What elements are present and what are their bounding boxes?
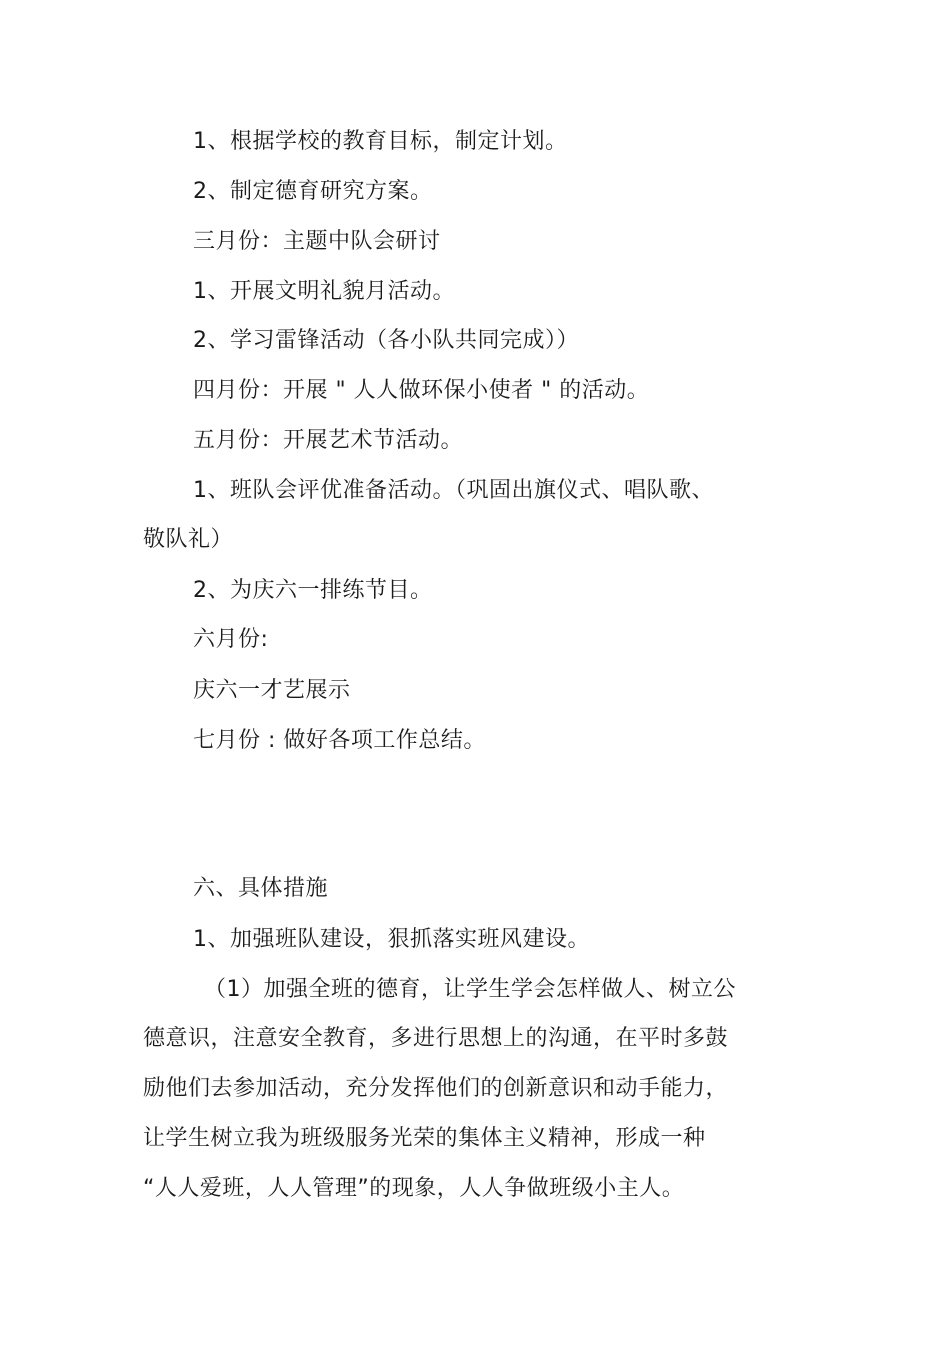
paragraph-line: 德意识，注意安全教育，多进行思想上的沟通，在平时多鼓 (143, 1026, 729, 1051)
text-line: 庆六一才艺展示 (193, 678, 351, 703)
text-line: 敬队礼） (143, 527, 234, 552)
text-line: 三月份：主题中队会研讨 (193, 229, 441, 254)
text-line: 1、开展文明礼貌月活动。 (193, 279, 455, 304)
text-line: 2、制定德育研究方案。 (193, 179, 433, 204)
text-line: 六月份: (193, 627, 269, 652)
text-line: 1、根据学校的教育目标，制定计划。 (193, 129, 568, 154)
text-line: 1、班队会评优准备活动。（巩固出旗仪式、唱队歌、 (193, 478, 714, 503)
paragraph-line: “人人爱班，人人管理”的现象，人人争做班级小主人。 (143, 1176, 685, 1201)
text-line: 2、为庆六一排练节目。 (193, 578, 433, 603)
text-line: 七月份 : 做好各项工作总结。 (193, 728, 486, 753)
paragraph-line: （1）加强全班的德育，让学生学会怎样做人、树立公 (204, 977, 736, 1002)
paragraph-line: 让学生树立我为班级服务光荣的集体主义精神，形成一种 (143, 1126, 706, 1151)
text-line: 2、学习雷锋活动（各小队共同完成）） (193, 328, 579, 353)
text-line: 四月份：开展 " 人人做环保小使者 " 的活动。 (193, 378, 650, 403)
section-heading: 六、具体措施 (193, 876, 329, 901)
paragraph-line: 励他们去参加活动，充分发挥他们的创新意识和动手能力， (143, 1076, 729, 1101)
text-line: 1、加强班队建设，狠抓落实班风建设。 (193, 927, 590, 952)
text-line: 五月份：开展艺术节活动。 (193, 428, 464, 453)
